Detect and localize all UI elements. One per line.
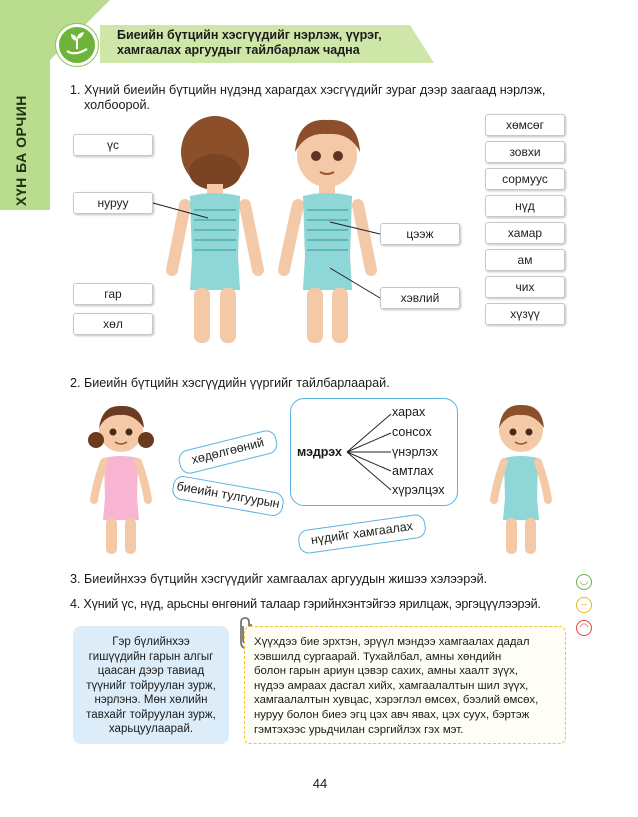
- bubble-motion[interactable]: хөдөлгөөний: [177, 428, 280, 475]
- task-4: 4. Хүний үс, нүд, арьсны өнгөний талаар гэрийнхэнтэйгээ ярилцаж, эргэцүүлээрэй.: [70, 597, 541, 611]
- task-1: [70, 83, 590, 113]
- bubble-frame[interactable]: биеийн тулгуурын: [171, 474, 285, 517]
- page-number: 44: [312, 776, 328, 791]
- happy-face-icon[interactable]: ◡: [576, 574, 592, 590]
- sense-taste: амтлах: [392, 464, 434, 478]
- home-line: тавхайг тойруулан зурж,: [86, 708, 216, 721]
- home-line: түүнийг тойруулан зурж,: [86, 679, 216, 692]
- note-line: болон гарын ариун цэвэр сахих, амны хаалт зүүх,: [254, 665, 518, 678]
- senses-fan-lines: [345, 400, 395, 500]
- label-eyelash[interactable]: сормуус: [485, 168, 565, 190]
- plant-hand-icon: [56, 24, 98, 66]
- label-ear[interactable]: чих: [485, 276, 565, 298]
- label-nose[interactable]: хамар: [485, 222, 565, 244]
- note-line: хамгаалалтын хувцас, хэрэглэл өмсөх, бээлий өмсөх,: [254, 694, 539, 707]
- home-line: цаасан дээр тавиад: [97, 665, 205, 677]
- child-front-illustration: [270, 110, 385, 355]
- label-hair[interactable]: үс: [73, 134, 153, 156]
- note-line: нүдээ амраах дасгал хийх, хамгаалалтын шил зүүх,: [254, 679, 529, 692]
- label-eye[interactable]: нүд: [485, 195, 565, 217]
- sad-face-icon[interactable]: ◠: [576, 620, 592, 636]
- child-back-illustration: [160, 110, 270, 355]
- lesson-objective: [117, 28, 437, 58]
- sense-smell: үнэрлэх: [392, 445, 438, 459]
- parent-note-box: [244, 626, 566, 744]
- label-neck[interactable]: хүзүү: [485, 303, 565, 325]
- senses-center-label: мэдрэх: [297, 445, 342, 459]
- home-activity-box: [73, 626, 229, 744]
- label-belly[interactable]: хэвлий: [380, 287, 460, 309]
- label-eyebrow[interactable]: хөмсөг: [485, 114, 565, 136]
- sense-see: харах: [392, 405, 426, 419]
- label-chest[interactable]: цээж: [380, 223, 460, 245]
- home-line: нэрлэнэ. Мөн хөлийн: [94, 694, 208, 706]
- home-line: харьцуулаарай.: [108, 723, 194, 735]
- task-1-line-2: холбоорой.: [84, 98, 150, 112]
- objective-line-2: хамгаалах аргуудыг тайлбарлаж чадна: [117, 43, 360, 57]
- sense-touch: хүрэлцэх: [392, 483, 445, 497]
- note-line: Хүүхдээ бие эрхтэн, эрүүл мэндээ хамгаалах дадал: [254, 636, 530, 648]
- task-3: 3. Биеийнхээ бүтцийн хэсгүүдийг хамгаалах аргуудын жишээ хэлээрэй.: [70, 572, 488, 586]
- note-line: хэвшилд сургаарай. Тухайлбал, амны хөндийн: [254, 650, 502, 663]
- sense-hear: сонсох: [392, 425, 432, 439]
- label-arm[interactable]: гар: [73, 283, 153, 305]
- bubble-protect-eyes[interactable]: нүдийг хамгаалах: [297, 513, 427, 555]
- girl-illustration: [84, 400, 159, 560]
- note-line: нуруу болон биеэ эгц цэх авч явах, цэх суух, бэртэж: [254, 708, 530, 721]
- boy-illustration: [484, 400, 559, 560]
- neutral-face-icon[interactable]: –: [576, 597, 592, 613]
- label-leg[interactable]: хөл: [73, 313, 153, 335]
- task-1-line-1: 1. Хүний биеийн бүтцийн нүдэнд харагдах хэсгүүдийг зураг дээр заагаад нэрлэж,: [70, 83, 546, 97]
- note-line: гэмтэхээс урьдчилан сэргийлэх гэх мэт.: [254, 723, 464, 736]
- home-line: Гэр бүлийнхээ: [112, 636, 190, 648]
- label-mouth[interactable]: ам: [485, 249, 565, 271]
- home-line: гишүүдийн гарын алгыг: [88, 650, 214, 663]
- task-2: 2. Биеийн бүтцийн хэсгүүдийн үүргийг тайлбарлаарай.: [70, 376, 390, 390]
- sidebar-title: ХҮН БА ОРЧИН: [13, 95, 29, 207]
- label-eyelid[interactable]: зовхи: [485, 141, 565, 163]
- label-back[interactable]: нуруу: [73, 192, 153, 214]
- objective-line-1: Биеийн бүтцийн хэсгүүдийг нэрлэж, үүрэг,: [117, 28, 382, 42]
